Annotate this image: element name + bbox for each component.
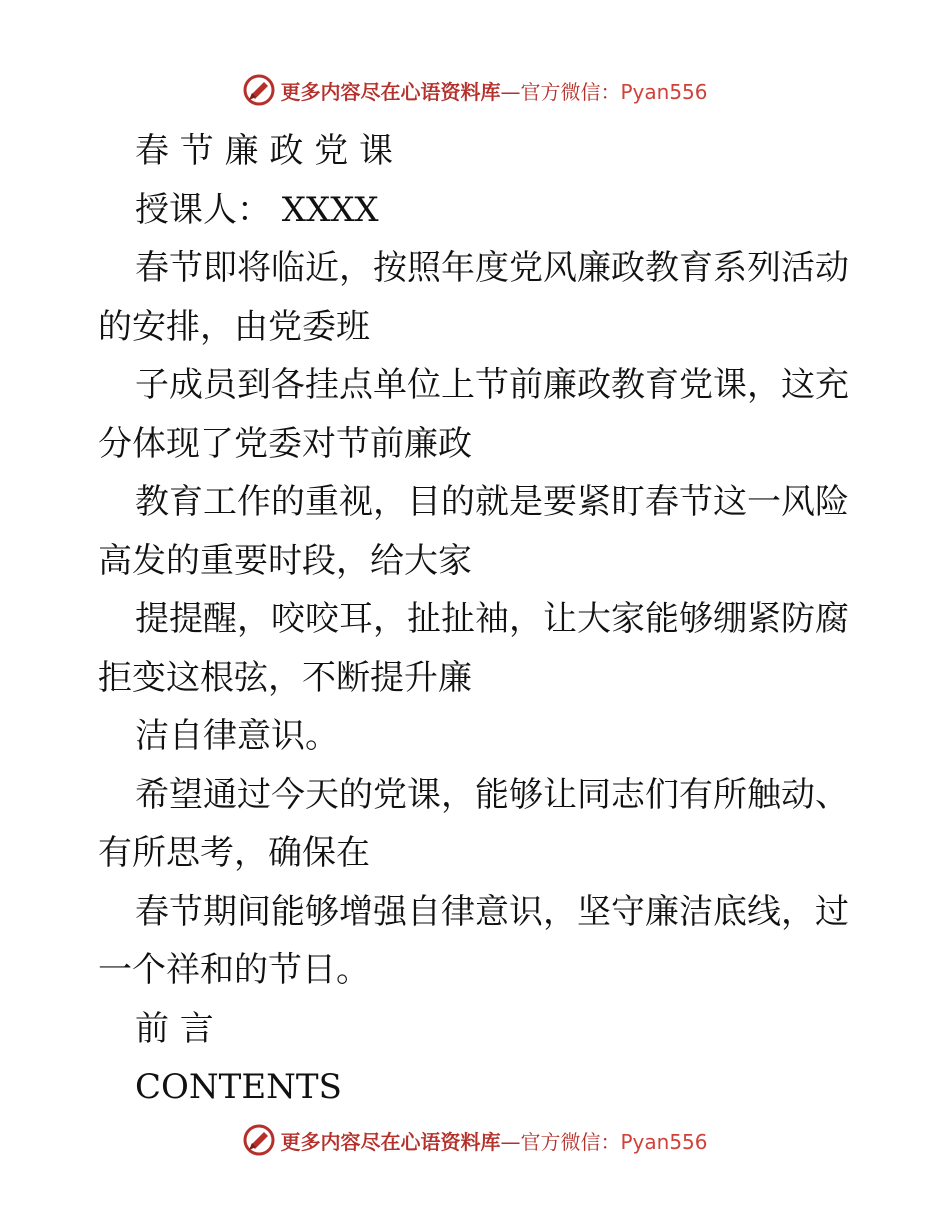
watermark-separator: — bbox=[500, 79, 521, 104]
brand-logo-icon bbox=[242, 73, 276, 107]
brand-logo-icon bbox=[242, 1123, 276, 1157]
paragraph-line: 高发的重要时段，给大家 bbox=[98, 540, 472, 581]
watermark-site-text: 更多内容尽在心语资料库 bbox=[280, 1129, 501, 1154]
paragraph-line: 希望通过今天的党课，能够让同志们有所触动、 bbox=[135, 774, 849, 815]
watermark-banner-top bbox=[0, 70, 950, 110]
watermark-wechat-id: Pyan556 bbox=[620, 1129, 708, 1154]
watermark-wechat-label: 官方微信： bbox=[520, 1129, 621, 1154]
watermark-text bbox=[280, 76, 707, 105]
paragraph-line: 春节即将临近，按照年度党风廉政教育系列活动 bbox=[135, 248, 849, 288]
paragraph-line: 的安排，由党委班 bbox=[98, 306, 370, 347]
paragraph-line: 洁自律意识。 bbox=[135, 716, 339, 756]
paragraph-line: 教育工作的重视，目的就是要紧盯春节这一风险 bbox=[135, 482, 849, 522]
watermark-banner-bottom bbox=[0, 1120, 950, 1160]
watermark-wechat-id: Pyan556 bbox=[620, 79, 708, 104]
paragraph-line: 分体现了党委对节前廉政 bbox=[98, 423, 472, 464]
doc-lecturer: 授课人： XXXX bbox=[135, 189, 379, 230]
paragraph-line: 一个祥和的节日。 bbox=[98, 950, 370, 990]
paragraph-line: 提提醒，咬咬耳，扯扯袖，让大家能够绷紧防腐 bbox=[135, 599, 849, 639]
doc-preface-heading: 前 言 bbox=[135, 1008, 214, 1049]
paragraph-line: 有所思考，确保在 bbox=[98, 833, 370, 873]
document-body bbox=[98, 122, 858, 1117]
watermark-text bbox=[280, 1126, 707, 1155]
doc-contents-heading: CONTENTS bbox=[135, 1067, 342, 1107]
doc-title: 春 节 廉 政 党 课 bbox=[135, 131, 394, 171]
paragraph-line: 春节期间能够增强自律意识，坚守廉洁底线，过 bbox=[135, 891, 849, 932]
watermark-wechat-label: 官方微信： bbox=[520, 79, 621, 104]
paragraph-line: 拒变这根弦，不断提升廉 bbox=[98, 657, 472, 698]
paragraph-line: 子成员到各挂点单位上节前廉政教育党课，这充 bbox=[135, 365, 849, 405]
watermark-site-text: 更多内容尽在心语资料库 bbox=[280, 79, 501, 104]
watermark-separator: — bbox=[500, 1129, 521, 1154]
